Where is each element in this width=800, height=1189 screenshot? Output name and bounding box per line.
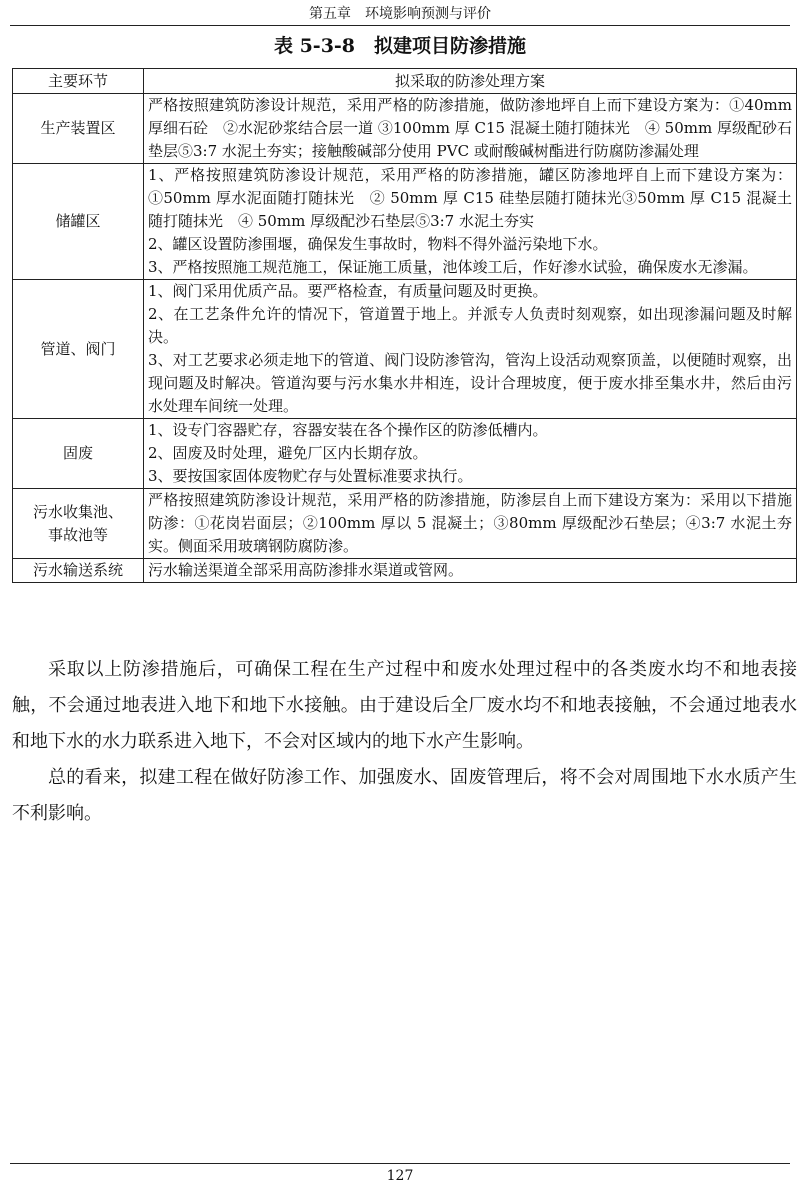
- table-header-row: [13, 69, 797, 94]
- anti-seepage-measures-table: [12, 68, 797, 583]
- body-paragraph: 采取以上防渗措施后，可确保工程在生产过程中和废水处理过程中的各类废水均不和地表接触，不会通过地表进入地下和地下水接触。由于建设后全厂废水均不和地表接触，不会通过地表水和地下水的水力联系进入地下，不会对区域内的地下水产生影响。: [12, 659, 797, 752]
- table-row: [13, 94, 797, 164]
- segment-cell: 生产装置区: [13, 94, 144, 164]
- body-paragraph: 总的看来，拟建工程在做好防渗工作、加强废水、固废管理后，将不会对周围地下水水质产生不利影响。: [12, 767, 797, 824]
- plan-cell: [144, 94, 797, 164]
- plan-cell: [144, 419, 797, 489]
- plan-cell: [144, 559, 797, 583]
- plan-item: 3、对工艺要求必须走地下的管道、阀门设防渗管沟，管沟上设活动观察顶盖，以便随时观察，出现问题及时解决。管道沟要与污水集水井相连，设计合理坡度，便于废水排至集水井，然后由污水处理车间统一处理。: [148, 351, 792, 415]
- segment-cell: 管道、阀门: [13, 280, 144, 419]
- running-header: 第五章 环境影响预测与评价: [309, 6, 491, 22]
- body-text: [12, 652, 797, 832]
- plan-item: 3、严格按照施工规范施工，保证施工质量，池体竣工后，作好渗水试验，确保废水无渗漏。: [148, 258, 758, 276]
- segment-cell: [13, 489, 144, 559]
- table-row: [13, 489, 797, 559]
- table-row: [13, 559, 797, 583]
- plan-cell: [144, 489, 797, 559]
- segment-cell: 固废: [13, 419, 144, 489]
- table-title: 表 5-3-8 拟建项目防渗措施: [273, 35, 527, 57]
- plan-cell: [144, 280, 797, 419]
- table-row: [13, 419, 797, 489]
- plan-cell: [144, 164, 797, 280]
- plan-item: 3、要按国家固体废物贮存与处置标准要求执行。: [148, 467, 473, 485]
- segment-label-line: 事故池等: [47, 525, 108, 544]
- plan-text: 污水输送渠道全部采用高防渗排水渠道或管网。: [148, 561, 464, 579]
- header-rule: [10, 25, 790, 26]
- plan-item: 2、在工艺条件允许的情况下，管道置于地上。并派专人负责时刻观察，如出现渗漏问题及时解决。: [148, 305, 792, 346]
- column-header-segment: 主要环节: [13, 69, 144, 94]
- footer-rule: [10, 1163, 790, 1164]
- plan-item: 1、设专门容器贮存，容器安装在各个操作区的防渗低槽内。: [148, 421, 548, 439]
- plan-item: 1、严格按照建筑防渗设计规范，采用严格的防渗措施，罐区防渗地坪自上而下建设方案为：①50mm 厚水泥面随打随抹光 ② 50mm 厚 C15 硅垫层随打随抹光③50mm 厚 C15 混凝土随打随抹光 ④ 50mm 厚级配沙石垫层⑤3:7 水泥土夯实: [148, 166, 792, 230]
- plan-item: 2、固废及时处理，避免厂区内长期存放。: [148, 444, 428, 462]
- segment-cell: 污水输送系统: [13, 559, 144, 583]
- plan-item: 1、阀门采用优质产品。要严格检查，有质量问题及时更换。: [148, 282, 548, 300]
- table-row: [13, 280, 797, 419]
- plan-item: 2、罐区设置防渗围堰，确保发生事故时，物料不得外溢污染地下水。: [148, 235, 608, 253]
- column-header-plan: 拟采取的防渗处理方案: [144, 69, 797, 94]
- table-row: [13, 164, 797, 280]
- plan-text: 严格按照建筑防渗设计规范，采用严格的防渗措施，做防渗地坪自上而下建设方案为：①40mm 厚细石砼 ②水泥砂浆结合层一道 ③100mm 厚 C15 混凝土随打随抹光 ④ 50mm 厚级配砂石垫层⑤3:7 水泥土夯实；接触酸碱部分使用 PVC 或耐酸碱树酯进行防腐防渗漏处理: [148, 96, 792, 160]
- plan-text: 严格按照建筑防渗设计规范，采用严格的防渗措施，防渗层自上而下建设方案为：采用以下措施防渗：①花岗岩面层；②100mm 厚以 5 混凝土；③80mm 厚级配沙石垫层；④3:7 水泥土夯实。侧面采用玻璃钢防腐防渗。: [148, 491, 792, 555]
- segment-label-line: 污水收集池、: [32, 502, 123, 521]
- segment-cell: 储罐区: [13, 164, 144, 280]
- page-number: 127: [386, 1168, 414, 1184]
